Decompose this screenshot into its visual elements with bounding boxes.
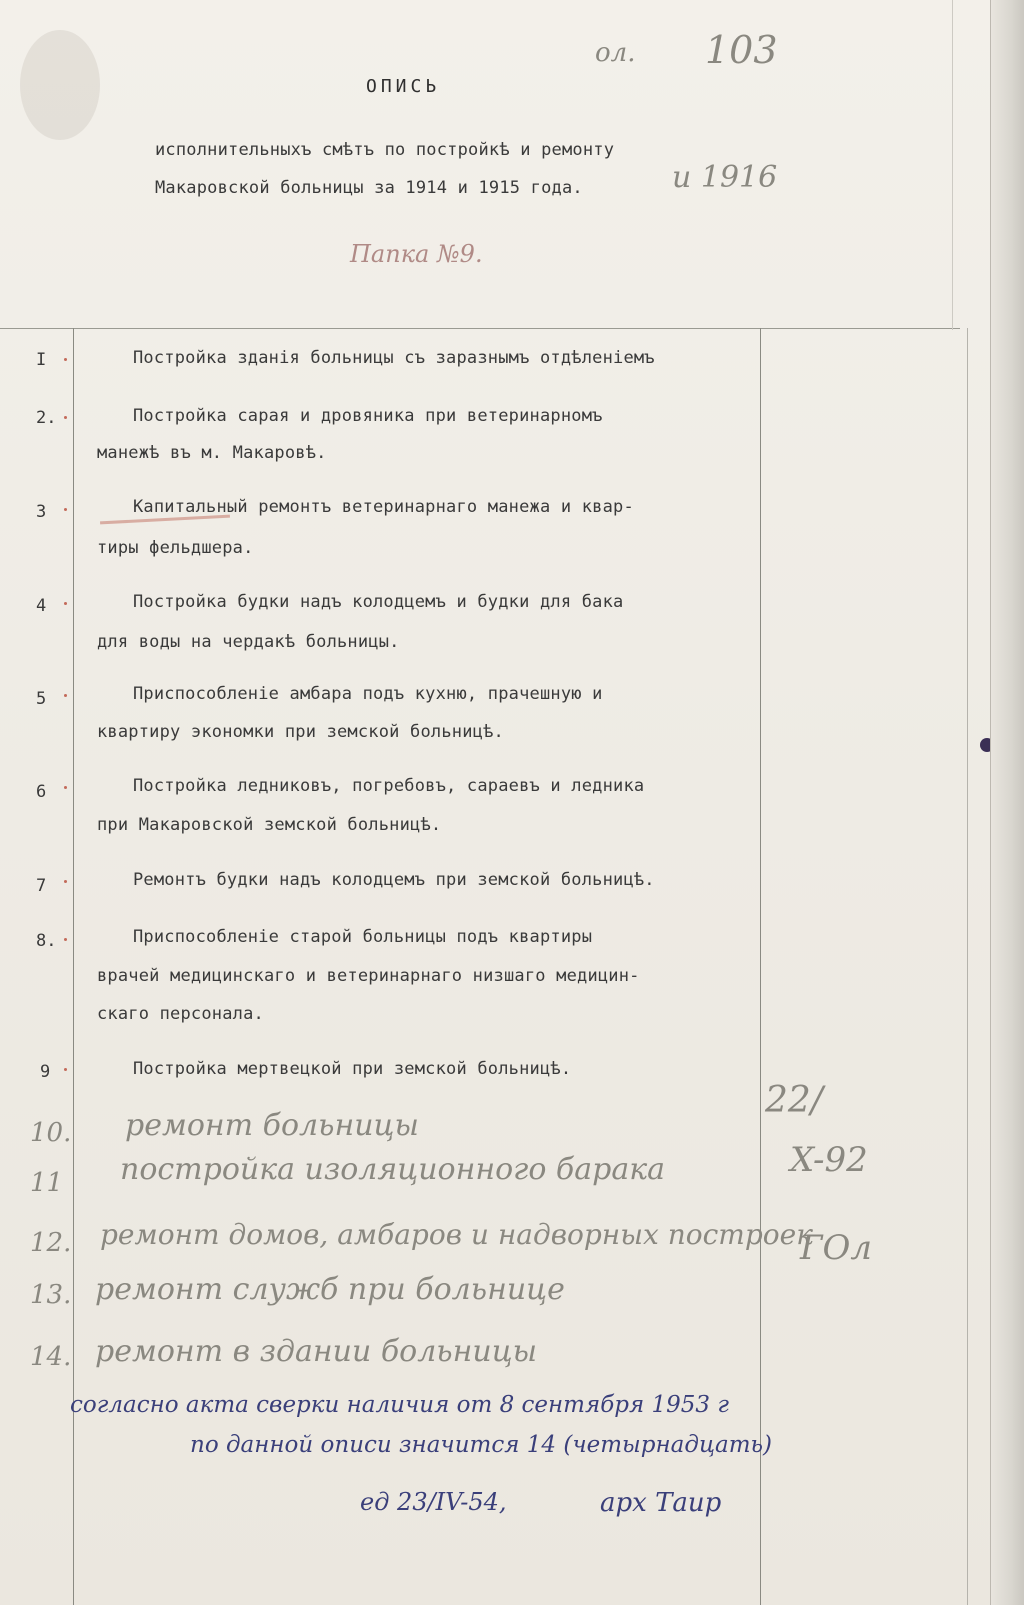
entry-line: квартиру экономки при земской больницѣ. bbox=[97, 722, 504, 742]
hand-entry-text: постройка изоляционного барака bbox=[120, 1152, 666, 1187]
entry-line: манежѣ въ м. Макаровѣ. bbox=[97, 443, 327, 463]
entry-number: 7 bbox=[36, 876, 47, 896]
margin-note-initials: ГОл bbox=[800, 1228, 873, 1268]
hand-entry-text: ремонт в здании больницы bbox=[95, 1334, 538, 1369]
entry-number: 2. bbox=[36, 408, 57, 428]
entry-line: Ремонтъ будки надъ колодцемъ при земской больницѣ. bbox=[133, 870, 655, 890]
entry-line: Приспособленіе амбара подъ кухню, прачешную и bbox=[133, 684, 603, 704]
check-tick bbox=[64, 508, 67, 511]
entry-number: 9 bbox=[40, 1062, 51, 1082]
entry-number: 6 bbox=[36, 782, 47, 802]
paper-stain bbox=[20, 30, 100, 140]
footer-note-line2: по данной описи значится 14 (четырнадцать) bbox=[190, 1432, 773, 1458]
entry-line: Постройка мертвецкой при земской больницѣ. bbox=[133, 1059, 572, 1079]
hand-entry-text: ремонт домов, амбаров и надворных построек bbox=[100, 1218, 813, 1251]
entry-line: для воды на чердакѣ больницы. bbox=[97, 632, 400, 652]
folder-label: Папка №9. bbox=[350, 240, 483, 268]
entry-number: 8. bbox=[36, 931, 57, 951]
document-title: ОПИСЬ bbox=[366, 76, 441, 97]
faint-rule bbox=[952, 0, 953, 330]
check-tick bbox=[64, 694, 67, 697]
check-tick bbox=[64, 1068, 67, 1071]
entry-line: при Макаровской земской больницѣ. bbox=[97, 815, 442, 835]
table-top-rule bbox=[0, 328, 960, 329]
entry-line: Постройка зданія больницы съ заразнымъ отдѣленіемъ bbox=[133, 348, 655, 368]
entry-line: врачей медицинскаго и ветеринарнаго низшаго медицин- bbox=[97, 966, 640, 986]
check-tick bbox=[64, 358, 67, 361]
footer-note-line1: согласно акта сверки наличия от 8 сентября 1953 г bbox=[70, 1392, 729, 1418]
entry-number: 5 bbox=[36, 689, 47, 709]
margin-note-line2: X-92 bbox=[790, 1140, 868, 1180]
entry-line: скаго персонала. bbox=[97, 1004, 264, 1024]
margin-note-line1: 22/ bbox=[765, 1080, 823, 1121]
hand-entry-text: ремонт больницы bbox=[125, 1108, 419, 1143]
hand-entry-text: ремонт служб при больнице bbox=[95, 1272, 565, 1307]
check-tick bbox=[64, 938, 67, 941]
check-tick bbox=[64, 602, 67, 605]
entry-number: 4 bbox=[36, 596, 47, 616]
document-subtitle-line1: исполнительныхъ смѣтъ по постройкѣ и ремонту bbox=[155, 140, 615, 160]
hand-year-addition: и 1916 bbox=[672, 160, 778, 195]
entry-line: Постройка будки надъ колодцемъ и будки для бака bbox=[133, 592, 624, 612]
sheet-marker: ол. bbox=[595, 38, 636, 68]
page-border-rule bbox=[967, 328, 968, 1605]
entry-line: Постройка сарая и дровяника при ветеринарномъ bbox=[133, 406, 603, 426]
document-subtitle-line2: Макаровской больницы за 1914 и 1915 года. bbox=[155, 178, 583, 198]
page-edge bbox=[990, 0, 1024, 1605]
hand-entry-number: 13. bbox=[30, 1280, 72, 1310]
sheet-number: 103 bbox=[705, 28, 778, 72]
right-margin-rule bbox=[760, 328, 761, 1605]
check-tick bbox=[64, 880, 67, 883]
footer-note-line3: ед 23/IV-54, bbox=[360, 1488, 507, 1516]
check-tick bbox=[64, 786, 67, 789]
entry-line: Постройка ледниковъ, погребовъ, сараевъ и ледника bbox=[133, 776, 645, 796]
check-tick bbox=[64, 416, 67, 419]
hand-entry-number: 10. bbox=[30, 1118, 72, 1148]
entry-line: Приспособленіе старой больницы подъ квартиры bbox=[133, 927, 593, 947]
entry-number: I bbox=[36, 350, 47, 370]
hand-entry-number: 14. bbox=[30, 1342, 72, 1372]
footer-signature: арх Таир bbox=[600, 1488, 722, 1518]
hand-entry-number: 12. bbox=[30, 1228, 72, 1258]
entry-line: Капитальный ремонтъ ветеринарнаго манежа и квар- bbox=[133, 497, 634, 517]
entry-line: тиры фельдшера. bbox=[97, 538, 254, 558]
entry-number: 3 bbox=[36, 502, 47, 522]
hand-entry-number: 11 bbox=[30, 1168, 64, 1198]
